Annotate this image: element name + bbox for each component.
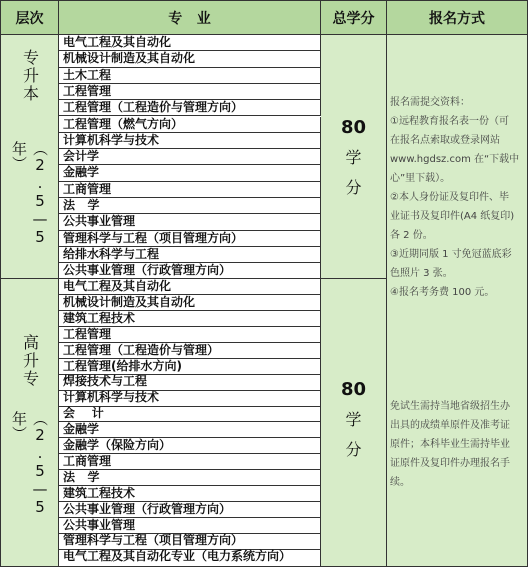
header-enroll: 报名方式: [387, 1, 527, 35]
major-row: 电气工程及其自动化专业（电力系统方向）: [59, 549, 321, 566]
credits-junior-value: 80: [340, 379, 367, 400]
major-row: 工程管理(给排水方向): [59, 359, 321, 375]
enroll-note: 报名需提交资料：: [390, 97, 470, 108]
enroll-note: 出具的成绩单原件及准考证: [390, 420, 510, 431]
major-row: 公共事业管理（行政管理方向）: [59, 502, 321, 518]
major-row: 土木工程: [59, 68, 321, 84]
header-level: 层次: [1, 1, 59, 35]
level-upgrade-title: 专升本: [20, 49, 40, 103]
enroll-note: ③近期同版 1 寸免冠蓝底彩: [390, 249, 512, 260]
level-junior-duration: [1, 411, 59, 521]
enroll-note: 心”里下载）。: [390, 173, 451, 184]
major-row: 电气工程及其自动化: [59, 35, 321, 51]
major-row: 工商管理: [59, 182, 321, 198]
major-row: 管理科学与工程（项目管理方向）: [59, 533, 321, 549]
major-row: 会计学: [59, 149, 321, 165]
enroll-notes-bottom: [390, 397, 524, 492]
major-row: 计算机科学与技术: [59, 390, 321, 406]
major-row: 工程管理（工程造价与管理方向）: [59, 100, 321, 116]
level-upgrade-duration: [1, 141, 59, 251]
enroll-note: 各 2 份。: [390, 230, 433, 241]
major-row: 法 学: [59, 198, 321, 214]
major-row: 建筑工程技术: [59, 311, 321, 327]
major-row: 会 计: [59, 406, 321, 422]
enroll-note: ①远程教育报名表一份（可: [390, 116, 509, 127]
enroll-note: 原件；本科毕业生需持毕业: [390, 439, 510, 450]
major-row: 工程管理（工程造价与管理）: [59, 343, 321, 359]
major-row: 公共事业管理: [59, 518, 321, 534]
major-row: 工商管理: [59, 454, 321, 470]
enroll-note: ④报名考务费 100 元。: [390, 287, 495, 298]
level-upgrade: [1, 41, 59, 111]
enroll-notes-top: [390, 93, 524, 302]
major-row: 金融学: [59, 422, 321, 438]
credits-upgrade-unit-b: 分: [345, 178, 362, 197]
credits-junior-unit-b: 分: [345, 440, 362, 459]
enroll-note: ②本人身份证及复印件、毕: [390, 192, 509, 203]
enroll-note: 色照片 3 张。: [390, 268, 453, 279]
major-row: 工程管理: [59, 327, 321, 343]
level-junior: [1, 326, 59, 396]
enroll-note: 免试生需持当地省级招生办: [390, 401, 510, 412]
credits-upgrade-value: 80: [340, 117, 367, 138]
level-junior-title: 高升专: [20, 334, 40, 388]
enroll-note: 证原件及复印件办理报名手: [390, 458, 510, 469]
major-row: 计算机科学与技术: [59, 133, 321, 149]
major-row: 管理科学与工程（项目管理方向）: [59, 231, 321, 247]
major-row: 法 学: [59, 470, 321, 486]
header-credits: 总学分: [321, 1, 387, 35]
enroll-note: 业证书及复印件(A4 纸复印): [390, 211, 515, 222]
major-row: 建筑工程技术: [59, 486, 321, 502]
credits-junior: [321, 375, 386, 465]
major-row: 机械设计制造及其自动化: [59, 295, 321, 311]
major-row: 公共事业管理: [59, 214, 321, 230]
credits-upgrade-unit-a: 学: [345, 148, 362, 167]
major-row: 焊接技术与工程: [59, 374, 321, 390]
major-row: 金融学（保险方向）: [59, 438, 321, 454]
level-junior-duration-text: （2.5—5年）: [10, 411, 49, 516]
major-row: 公共事业管理（行政管理方向）: [59, 263, 321, 279]
major-row: 机械设计制造及其自动化: [59, 51, 321, 67]
level-upgrade-duration-text: （2.5—5年）: [10, 141, 49, 246]
credits-upgrade: [321, 113, 386, 203]
enroll-note: 在报名点索取或登录网站: [390, 135, 500, 146]
enroll-note: 续。: [390, 477, 410, 488]
major-row: 金融学: [59, 165, 321, 181]
major-row: 工程管理（燃气方向）: [59, 117, 321, 133]
major-row: 工程管理: [59, 84, 321, 100]
major-row: 给排水科学与工程: [59, 247, 321, 263]
credits-junior-unit-a: 学: [345, 410, 362, 429]
major-row: 电气工程及其自动化: [59, 279, 321, 295]
enroll-note: www.hgdsz.com 在“下载中: [390, 154, 520, 165]
header-major: 专 业: [59, 1, 321, 35]
